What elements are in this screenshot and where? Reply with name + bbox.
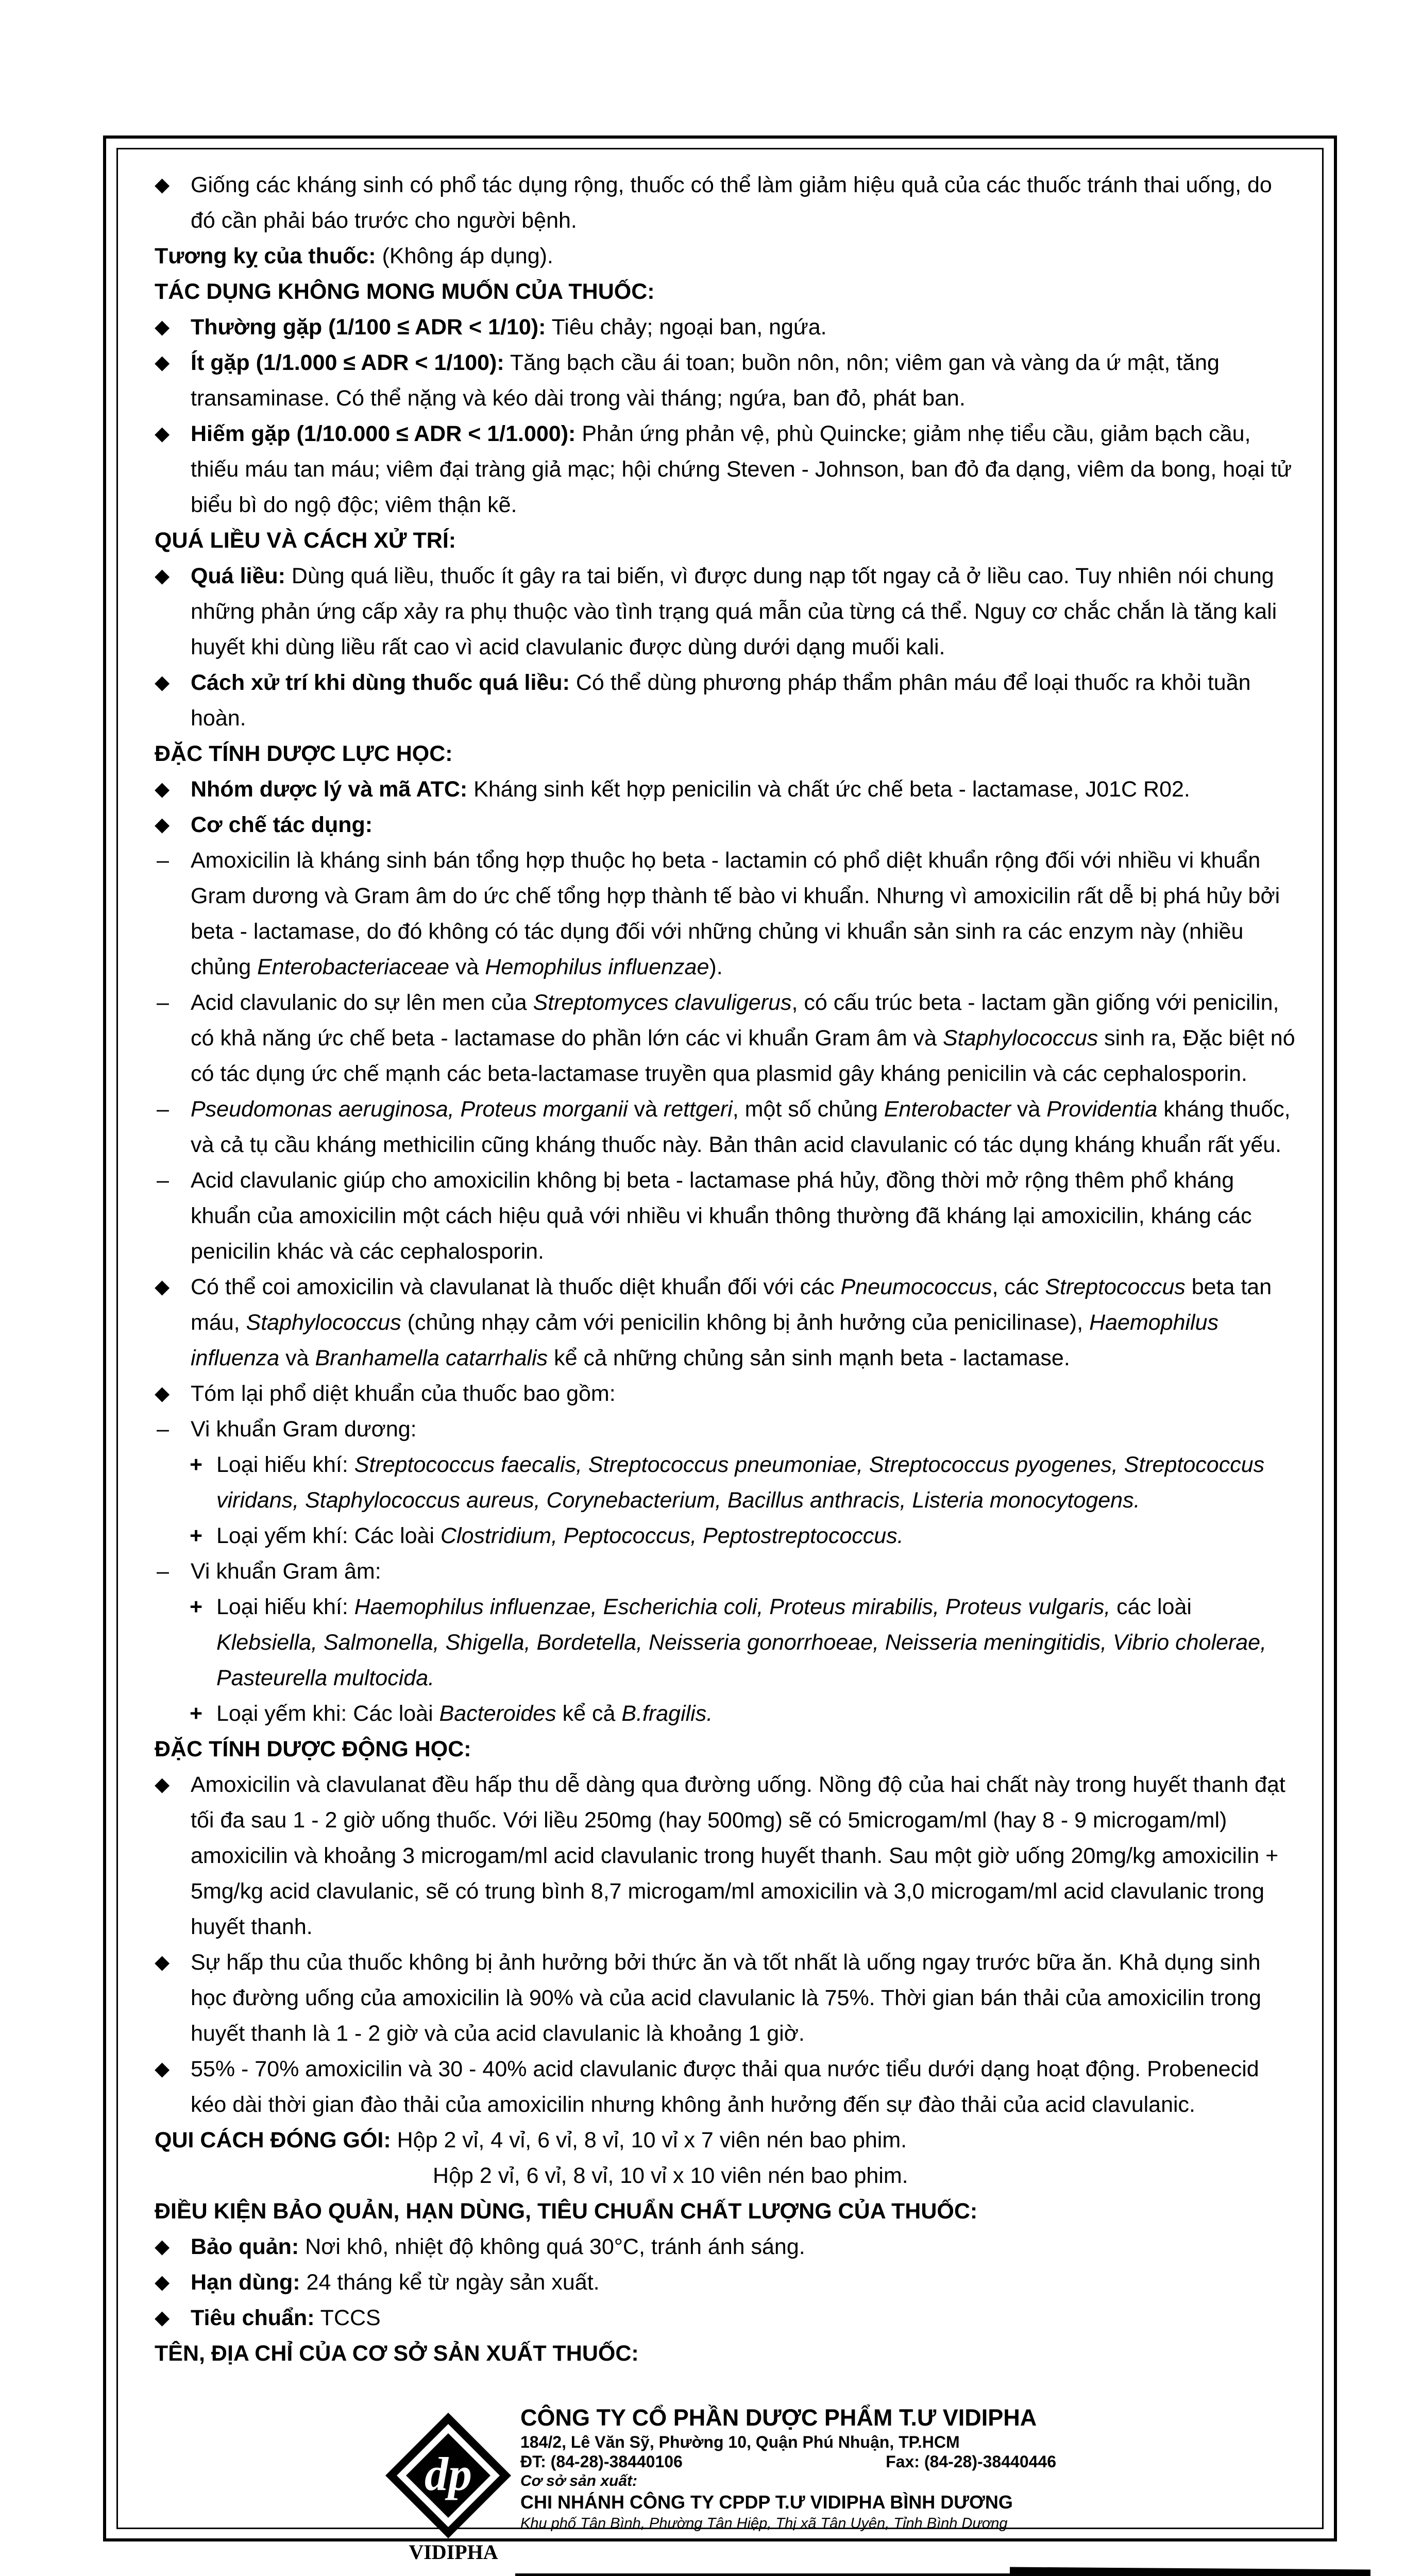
text-run: Amoxicilin và clavulanat đều hấp thu dễ dàng qua đường uống. Nồng độ của hai chất này trong huyết thanh đạt tối đa sau 1 - 2 giờ uống thuốc. Với liều 250mg (hay 500mg) sẽ có 5microgam/ml (hay 8 - 9 microgam/ml) amoxicilin và khoảng 3 microgam/ml acid clavulanic trong huyết thanh. Sau một giờ uống 20mg/kg amoxicilin + 5mg/kg acid clavulanic, sẽ có trung bình 8,7 microgam/ml amoxicilin và 3,0 microgam/ml acid clavulanic trong huyết thanh.: [191, 1772, 1285, 1939]
dash-item: [155, 843, 1298, 985]
dash-item: [155, 1412, 1298, 1447]
bullet-item: [155, 772, 1298, 807]
dash-item: [155, 985, 1298, 1092]
text-run: Tiêu chuẩn:: [191, 2306, 315, 2330]
bullet-item: [155, 416, 1298, 523]
logo-wordmark: VIDIPHA: [409, 2540, 498, 2564]
text-run: , các: [992, 1275, 1045, 1299]
text-line: [155, 2158, 1298, 2194]
bottom-rule-thick: [1010, 2567, 1370, 2576]
text-run: Enterobacter: [884, 1097, 1011, 1122]
text-run: Tiêu chảy; ngoại ban, ngứa.: [546, 315, 827, 340]
text-run: Tăng bạch cầu ái toan; buồn nôn, nôn; viêm gan và vàng da ứ mật, tăng transaminase. Có thể nặng và kéo dài trong vài tháng; ngứa, ban đỏ, phát ban.: [191, 350, 1220, 411]
text-run: Providentia: [1046, 1097, 1158, 1122]
bullet-item: [155, 558, 1298, 665]
text-run: Giống các kháng sinh có phổ tác dụng rộng, thuốc có thể làm giảm hiệu quả của các thuốc tránh thai uống, do đó cần phải báo trước cho người bệnh.: [191, 173, 1272, 233]
text-run: Tương kỵ của thuốc:: [155, 244, 376, 268]
text-run: Kháng sinh kết hợp penicilin và chất ức chế beta - lactamase, J01C R02.: [467, 777, 1190, 802]
dash-item: [155, 1554, 1298, 1589]
text-run: và: [449, 955, 485, 979]
text-run: Ít gặp (1/1.000 ≤ ADR < 1/100):: [191, 350, 504, 375]
bullet-item: [155, 2052, 1298, 2123]
text-run: 24 tháng kể từ ngày sản xuất.: [300, 2270, 600, 2295]
text-run: Streptomyces clavuligerus: [533, 990, 792, 1015]
section-heading: [155, 1732, 1298, 1767]
text-run: và: [1010, 1097, 1047, 1122]
text-run: sinh ra, Đặc biệt nó có tác dụng ức chế mạnh các beta-lactamase truyền qua plasmid gây kháng penicilin và các cephalosporin.: [191, 1026, 1295, 1086]
bullet-item: [155, 1269, 1298, 1376]
text-run: Loại hiếu khí:: [216, 1452, 354, 1477]
text-run: Bacteroides: [439, 1701, 556, 1726]
plus-item: [155, 1447, 1298, 1518]
vidipha-logo: [381, 2409, 515, 2543]
text-run: Hộp 2 vỉ, 4 vỉ, 6 vỉ, 8 vỉ, 10 vỉ x 7 viên nén bao phim.: [391, 2128, 907, 2153]
text-run: Acid clavulanic giúp cho amoxicilin không bị beta - lactamase phá hủy, đồng thời mở rộng thêm phổ kháng khuẩn của amoxicilin một cách hiệu quả với nhiều vi khuẩn thông thường đã kháng lại amoxicilin, kháng các penicilin khác và các cephalosporin.: [191, 1168, 1252, 1264]
plus-item: [155, 1696, 1298, 1732]
text-run: rettgeri: [663, 1097, 733, 1122]
text-line: [155, 2123, 1298, 2158]
dash-item: [155, 1092, 1298, 1163]
text-run: TÊN, ĐỊA CHỈ CỦA CƠ SỞ SẢN XUẤT THUỐC:: [155, 2341, 639, 2366]
text-run: kể cả những chủng sản sinh mạnh beta - lactamase.: [548, 1346, 1070, 1370]
bullet-item: [155, 345, 1298, 416]
text-run: ).: [709, 955, 723, 979]
text-run: Haemophilus influenzae, Escherichia coli, Proteus mirabilis, Proteus vulgaris,: [354, 1595, 1111, 1619]
text-run: Staphylococcus: [943, 1026, 1098, 1050]
text-run: kháng thuốc, và cả tụ cầu kháng methicilin cũng kháng thuốc này. Bản thân acid clavulanic có tác dụng kháng khuẩn rất yếu.: [191, 1097, 1291, 1157]
text-run: (Không áp dụng).: [376, 244, 553, 268]
production-site-label: Cơ sở sản xuất:: [520, 2472, 638, 2489]
company-contacts: [520, 2452, 1056, 2471]
text-run: Loại hiếu khí:: [216, 1595, 354, 1619]
text-run: Klebsiella, Salmonella, Shigella, Bordetella, Neisseria gonorrhoeae, Neisseria meningitidis, Vibrio cholerae, Pasteurella multocida.: [216, 1630, 1267, 1690]
text-run: kể cả: [556, 1701, 622, 1726]
text-run: TCCS: [314, 2306, 381, 2330]
text-run: Cơ chế tác dụng:: [191, 812, 373, 837]
section-heading: [155, 736, 1298, 772]
bullet-item: [155, 1376, 1298, 1412]
text-run: Acid clavulanic do sự lên men của: [191, 990, 533, 1015]
text-run: Vi khuẩn Gram âm:: [191, 1559, 381, 1584]
company-fax: Fax: (84-28)-38440446: [886, 2452, 1056, 2471]
text-run: và: [628, 1097, 664, 1122]
section-heading: [155, 2336, 1298, 2371]
section-heading: [155, 274, 1298, 310]
text-run: QUI CÁCH ĐÓNG GÓI:: [155, 2128, 391, 2153]
leaflet-body: [155, 167, 1298, 2371]
text-run: Có thể dùng phương pháp thẩm phân máu để loại thuốc ra khỏi tuần hoàn.: [191, 670, 1251, 731]
text-run: Nơi khô, nhiệt độ không quá 30°C, tránh ánh sáng.: [299, 2234, 805, 2259]
company-phone: ĐT: (84-28)-38440106: [520, 2452, 683, 2471]
text-run: 55% - 70% amoxicilin và 30 - 40% acid clavulanic được thải qua nước tiểu dưới dạng hoạt động. Probenecid kéo dài thời gian đào thải của amoxicilin nhưng không ảnh hưởng đến sự đào thải của acid clavulanic.: [191, 2057, 1259, 2117]
text-run: các loài: [1110, 1595, 1192, 1619]
company-name: CÔNG TY CỔ PHẦN DƯỢC PHẨM T.Ư VIDIPHA: [520, 2404, 1037, 2431]
text-run: Amoxicilin là kháng sinh bán tổng hợp thuộc họ beta - lactamin có phổ diệt khuẩn rộng đối với nhiều vi khuẩn Gram dương và Gram âm do ức chế tổng hợp thành tế bào vi khuẩn. Nhưng vì amoxicilin rất dễ bị phá hủy bởi beta - lactamase, do đó không có tác dụng đối với những chủng vi khuẩn sản sinh ra các enzym này (nhiều chủng: [191, 848, 1280, 979]
text-run: Tóm lại phổ diệt khuẩn của thuốc bao gồm:: [191, 1381, 616, 1406]
company-address: 184/2, Lê Văn Sỹ, Phường 10, Quận Phú Nhuận, TP.HCM: [520, 2433, 960, 2451]
text-run: và: [279, 1346, 315, 1370]
text-run: Phản ứng phản vệ, phù Quincke; giảm nhẹ tiểu cầu, giảm bạch cầu, thiếu máu tan máu; viêm đại tràng giả mạc; hội chứng Steven - Johnson, ban đỏ đa dạng, viêm da bong, hoại tử biểu bì do ngộ độc; viêm thận kẽ.: [191, 421, 1292, 517]
text-run: TÁC DỤNG KHÔNG MONG MUỐN CỦA THUỐC:: [155, 279, 655, 304]
text-run: Cách xử trí khi dùng thuốc quá liều:: [191, 670, 570, 695]
section-heading: [155, 2194, 1298, 2229]
text-run: , một số chủng: [732, 1097, 884, 1122]
text-run: Pseudomonas aeruginosa, Proteus morganii: [191, 1097, 628, 1122]
section-heading: [155, 523, 1298, 558]
bullet-item: [155, 167, 1298, 239]
text-run: Loại yếm khi: Các loài: [216, 1701, 439, 1726]
text-run: ĐẶC TÍNH DƯỢC LỰC HỌC:: [155, 741, 453, 766]
text-run: Hạn dùng:: [191, 2270, 300, 2295]
text-run: Hiếm gặp (1/10.000 ≤ ADR < 1/1.000):: [191, 421, 576, 446]
bullet-item: [155, 2300, 1298, 2336]
text-run: Có thể coi amoxicilin và clavulanat là thuốc diệt khuẩn đối với các: [191, 1275, 841, 1299]
text-run: Streptococcus faecalis, Streptococcus pneumoniae, Streptococcus pyogenes, Streptococcus viridans, Staphylococcus aureus, Corynebacterium, Bacillus anthracis, Listeria monocytogens.: [216, 1452, 1265, 1513]
text-run: Thường gặp (1/100 ≤ ADR < 1/10):: [191, 315, 546, 340]
text-run: Clostridium, Peptococcus, Peptostreptococcus.: [440, 1523, 904, 1548]
text-line: [155, 239, 1298, 274]
text-run: Hemophilus influenzae: [485, 955, 709, 979]
bullet-item: [155, 2229, 1298, 2265]
branch-name: CHI NHÁNH CÔNG TY CPDP T.Ư VIDIPHA BÌNH DƯƠNG: [520, 2492, 1013, 2513]
plus-item: [155, 1589, 1298, 1696]
text-run: Quá liều:: [191, 564, 285, 588]
bullet-item: [155, 310, 1298, 345]
text-run: beta tan máu,: [191, 1275, 1272, 1335]
text-run: (chủng nhạy cảm với penicilin không bị ảnh hưởng của penicilinase),: [401, 1310, 1090, 1335]
text-run: Bảo quản:: [191, 2234, 299, 2259]
text-run: Sự hấp thu của thuốc không bị ảnh hưởng bởi thức ăn và tốt nhất là uống ngay trước bữa ăn. Khả dụng sinh học đường uống của amoxicilin là 90% và của acid clavulanic là 75%. Thời gian bán thải của amoxicilin trong huyết thanh là 1 - 2 giờ và của acid clavulanic là khoảng 1 giờ.: [191, 1950, 1261, 2046]
dash-item: [155, 1163, 1298, 1269]
text-run: Pneumococcus: [840, 1275, 992, 1299]
branch-address: Khu phố Tân Bình, Phường Tân Hiệp, Thị xã Tân Uyên, Tỉnh Bình Dương: [520, 2515, 1008, 2532]
text-run: Staphylococcus: [246, 1310, 401, 1335]
text-run: Vi khuẩn Gram dương:: [191, 1417, 417, 1442]
bullet-item: [155, 1767, 1298, 1945]
text-run: Loại yếm khí: Các loài: [216, 1523, 441, 1548]
text-run: Branhamella catarrhalis: [315, 1346, 548, 1370]
text-run: , có cấu trúc beta - lactam gần giống với penicilin, có khả năng ức chế beta - lactamase do phần lớn các vi khuẩn Gram âm và: [191, 990, 1279, 1050]
manufacturer-block: [520, 2403, 1087, 2533]
text-run: Enterobacteriaceae: [257, 955, 450, 979]
bullet-item: [155, 2265, 1298, 2300]
text-run: QUÁ LIỀU VÀ CÁCH XỬ TRÍ:: [155, 528, 456, 553]
bullet-item: [155, 1945, 1298, 2052]
text-run: ĐẶC TÍNH DƯỢC ĐỘNG HỌC:: [155, 1737, 471, 1761]
text-run: ĐIỀU KIỆN BẢO QUẢN, HẠN DÙNG, TIÊU CHUẨN CHẤT LƯỢNG CỦA THUỐC:: [155, 2199, 978, 2224]
bullet-item: [155, 807, 1298, 843]
logo-mark-text: dp: [425, 2448, 472, 2500]
text-run: B.fragilis.: [621, 1701, 713, 1726]
text-run: Dùng quá liều, thuốc ít gây ra tai biến, vì được dung nạp tốt ngay cả ở liều cao. Tuy nhiên nói chung những phản ứng cấp xảy ra phụ thuộc vào tình trạng quá mẫn của từng cá thể. Nguy cơ chắc chắn là tăng kali huyết khi dùng liều rất cao vì acid clavulanic được dùng dưới dạng muối kali.: [191, 564, 1277, 659]
plus-item: [155, 1518, 1298, 1554]
text-run: Streptococcus: [1045, 1275, 1186, 1299]
text-run: Hộp 2 vỉ, 6 vỉ, 8 vỉ, 10 vỉ x 10 viên nén bao phim.: [433, 2163, 908, 2188]
text-run: Nhóm dược lý và mã ATC:: [191, 777, 468, 802]
text-run: Haemophilus influenza: [191, 1310, 1219, 1370]
bullet-item: [155, 665, 1298, 736]
